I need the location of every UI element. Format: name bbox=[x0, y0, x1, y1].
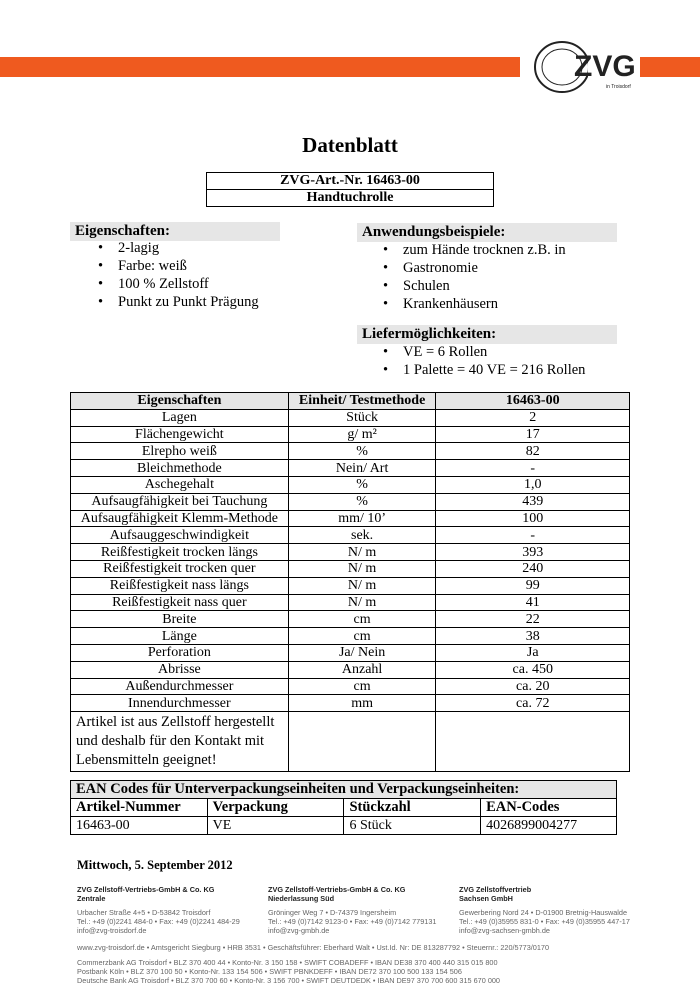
table-cell: % bbox=[288, 476, 436, 493]
table-cell: Elrepho weiß bbox=[71, 443, 289, 460]
footer-bank-line: Commerzbank AG Troisdorf • BLZ 370 400 44 • Konto-Nr. 3 150 158 • SWIFT COBADEFF • IBAN DE38 370 400 440 315 015 800 bbox=[77, 958, 498, 967]
table-cell: Reißfestigkeit trocken längs bbox=[71, 544, 289, 561]
table-cell: Innendurchmesser bbox=[71, 695, 289, 712]
footer-company-name: ZVG Zellstoff-Vertriebs-GmbH & Co. KG bbox=[77, 885, 215, 894]
table-cell: Breite bbox=[71, 611, 289, 628]
anwendung-heading: Anwendungsbeispiele: bbox=[357, 223, 617, 242]
ean-table bbox=[70, 780, 617, 835]
ean-heading-row bbox=[71, 781, 617, 799]
table-cell: 439 bbox=[436, 493, 630, 510]
footer-company-sub: Sachsen GmbH bbox=[459, 894, 513, 904]
logo-subtext: in Troisdorf bbox=[606, 84, 631, 90]
footer-address-sachsen bbox=[459, 885, 659, 935]
table-cell: Bleichmethode bbox=[71, 460, 289, 477]
table-row bbox=[71, 527, 630, 544]
table-cell: Aufsauggeschwindigkeit bbox=[71, 527, 289, 544]
table-header-row bbox=[71, 393, 630, 410]
properties-table bbox=[70, 392, 630, 772]
table-cell: 6 Stück bbox=[344, 817, 481, 835]
table-cell: - bbox=[436, 460, 630, 477]
table-row bbox=[71, 460, 630, 477]
header-orange-band-right bbox=[640, 57, 700, 77]
table-cell: - bbox=[436, 527, 630, 544]
page-title: Datenblatt bbox=[302, 133, 398, 157]
table-cell: Reißfestigkeit nass längs bbox=[71, 577, 289, 594]
column-header: Eigenschaften bbox=[71, 393, 289, 410]
table-cell: Aufsaugfähigkeit Klemm-Methode bbox=[71, 510, 289, 527]
footer-bank-line: Postbank Köln • BLZ 370 100 50 • Konto-Nr. 133 154 506 • SWIFT PBNKDEFF • IBAN DE72 370 100 500 133 154 506 bbox=[77, 967, 462, 976]
table-cell: 22 bbox=[436, 611, 630, 628]
table-cell: 393 bbox=[436, 544, 630, 561]
list-item: • 100 % Zellstoff bbox=[118, 275, 259, 293]
table-cell: mm bbox=[288, 695, 436, 712]
footer-address-sued bbox=[268, 885, 458, 935]
table-row bbox=[71, 678, 630, 695]
article-name: Handtuchrolle bbox=[207, 190, 494, 207]
table-cell: Aschegehalt bbox=[71, 476, 289, 493]
list-item: • Krankenhäusern bbox=[403, 295, 566, 313]
list-item: • 2-lagig bbox=[118, 239, 259, 257]
table-cell: N/ m bbox=[288, 594, 436, 611]
table-cell: sek. bbox=[288, 527, 436, 544]
column-header: 16463-00 bbox=[436, 393, 630, 410]
table-row bbox=[71, 817, 617, 835]
table-row bbox=[71, 628, 630, 645]
table-cell: g/ m² bbox=[288, 426, 436, 443]
table-row bbox=[71, 510, 630, 527]
table-cell: Außendurchmesser bbox=[71, 678, 289, 695]
footer-company-name: ZVG Zellstoff-Vertriebs-GmbH & Co. KG bbox=[268, 885, 406, 894]
table-row bbox=[71, 544, 630, 561]
table-cell: ca. 450 bbox=[436, 661, 630, 678]
column-header: Verpackung bbox=[207, 799, 344, 817]
header-orange-band bbox=[0, 57, 520, 77]
note-line: und deshalb für den Kontakt mit bbox=[76, 733, 265, 750]
footer-line[interactable]: info@zvg-troisdorf.de bbox=[77, 926, 147, 936]
table-row bbox=[71, 493, 630, 510]
table-cell: Länge bbox=[71, 628, 289, 645]
table-row bbox=[71, 661, 630, 678]
table-cell: Lagen bbox=[71, 409, 289, 426]
table-cell: cm bbox=[288, 628, 436, 645]
table-cell: ca. 20 bbox=[436, 678, 630, 695]
food-contact-note bbox=[71, 712, 289, 772]
table-cell: Ja bbox=[436, 644, 630, 661]
table-cell: N/ m bbox=[288, 577, 436, 594]
table-cell: VE bbox=[207, 817, 344, 835]
column-header: Einheit/ Testmethode bbox=[288, 393, 436, 410]
column-header: EAN-Codes bbox=[481, 799, 617, 817]
properties-table-body bbox=[71, 409, 630, 771]
table-cell: N/ m bbox=[288, 560, 436, 577]
table-cell: % bbox=[288, 493, 436, 510]
table-cell: cm bbox=[288, 678, 436, 695]
footer-line: Tel.: +49 (0)7142 9123-0 • Fax: +49 (0)7142 779131 bbox=[268, 916, 437, 926]
eigenschaften-list bbox=[118, 239, 259, 311]
table-cell: 82 bbox=[436, 443, 630, 460]
table-cell: Reißfestigkeit nass quer bbox=[71, 594, 289, 611]
column-header: Stückzahl bbox=[344, 799, 481, 817]
table-cell: cm bbox=[288, 611, 436, 628]
note-line: Artikel ist aus Zellstoff hergestellt bbox=[76, 714, 275, 731]
table-cell: % bbox=[288, 443, 436, 460]
table-row bbox=[71, 443, 630, 460]
article-box bbox=[206, 172, 494, 207]
table-cell: Reißfestigkeit trocken quer bbox=[71, 560, 289, 577]
table-row bbox=[71, 560, 630, 577]
footer-line: Urbacher Straße 4+5 • D-53842 Troisdorf bbox=[77, 907, 211, 917]
table-row-note bbox=[71, 712, 630, 772]
footer-company-name: ZVG Zellstoffvertrieb bbox=[459, 885, 532, 894]
table-cell: Flächengewicht bbox=[71, 426, 289, 443]
table-cell: 38 bbox=[436, 628, 630, 645]
ean-header-row bbox=[71, 799, 617, 817]
table-cell: 41 bbox=[436, 594, 630, 611]
document-date: Mittwoch, 5. September 2012 bbox=[77, 858, 233, 872]
footer-line: Tel.: +49 (0)35955 831-0 • Fax: +49 (0)35955 447-17 bbox=[459, 916, 630, 926]
article-number: ZVG-Art.-Nr. 16463-00 bbox=[207, 173, 494, 190]
table-cell: ca. 72 bbox=[436, 695, 630, 712]
liefer-heading: Liefermöglichkeiten: bbox=[357, 325, 617, 344]
table-row bbox=[71, 577, 630, 594]
list-item: • Schulen bbox=[403, 277, 566, 295]
note-line: Lebensmitteln geeignet! bbox=[76, 752, 217, 769]
table-cell: Abrisse bbox=[71, 661, 289, 678]
footer-line: Gröninger Weg 7 • D-74379 Ingersheim bbox=[268, 907, 397, 917]
list-item: • Punkt zu Punkt Prägung bbox=[118, 293, 259, 311]
list-item: • VE = 6 Rollen bbox=[403, 343, 585, 361]
footer-address-zentrale bbox=[77, 885, 267, 935]
table-row bbox=[71, 426, 630, 443]
table-cell: Nein/ Art bbox=[288, 460, 436, 477]
table-cell bbox=[288, 712, 436, 772]
table-cell: mm/ 10’ bbox=[288, 510, 436, 527]
footer-line[interactable]: info@zvg-gmbh.de bbox=[268, 926, 330, 936]
column-header: Artikel-Nummer bbox=[71, 799, 208, 817]
list-item: • 1 Palette = 40 VE = 216 Rollen bbox=[403, 361, 585, 379]
footer-company-sub: Zentrale bbox=[77, 894, 106, 904]
table-cell: 16463-00 bbox=[71, 817, 208, 835]
footer-legal: www.zvg-troisdorf.de • Amtsgericht Siegburg • HRB 3531 • Geschäftsführer: Eberhard Walt • Ust.Id. Nr: DE 813287792 • Steuernr.: 220/5773/0170 bbox=[77, 943, 550, 952]
logo-text: ZVG bbox=[574, 50, 636, 83]
table-cell: Ja/ Nein bbox=[288, 644, 436, 661]
table-cell: Stück bbox=[288, 409, 436, 426]
table-row bbox=[71, 644, 630, 661]
footer-line[interactable]: info@zvg-sachsen-gmbh.de bbox=[459, 926, 550, 936]
eigenschaften-heading: Eigenschaften: bbox=[70, 222, 280, 241]
table-cell: 100 bbox=[436, 510, 630, 527]
table-cell: 17 bbox=[436, 426, 630, 443]
footer-company-sub: Niederlassung Süd bbox=[268, 894, 335, 904]
table-cell: 4026899004277 bbox=[481, 817, 617, 835]
table-cell: 2 bbox=[436, 409, 630, 426]
anwendung-list bbox=[403, 241, 566, 313]
table-cell: 1,0 bbox=[436, 476, 630, 493]
table-row bbox=[71, 695, 630, 712]
list-item: • Farbe: weiß bbox=[118, 257, 259, 275]
table-row bbox=[71, 476, 630, 493]
table-cell: Perforation bbox=[71, 644, 289, 661]
table-row bbox=[71, 611, 630, 628]
table-cell: N/ m bbox=[288, 544, 436, 561]
table-row bbox=[71, 594, 630, 611]
zvg-logo bbox=[522, 36, 642, 98]
footer-bank-line: Deutsche Bank AG Troisdorf • BLZ 370 700 60 • Konto-Nr. 3 156 700 • SWIFT DEUTDEDK • IBAN DE97 370 700 600 315 670 000 bbox=[77, 976, 500, 985]
table-cell: Anzahl bbox=[288, 661, 436, 678]
list-item: • zum Hände trocknen z.B. in bbox=[403, 241, 566, 259]
footer-line: Tel.: +49 (0)2241 484-0 • Fax: +49 (0)2241 484-29 bbox=[77, 916, 240, 926]
table-cell: Aufsaugfähigkeit bei Tauchung bbox=[71, 493, 289, 510]
table-cell: 240 bbox=[436, 560, 630, 577]
table-row bbox=[71, 409, 630, 426]
ean-heading: EAN Codes für Unterverpackungseinheiten und Verpackungseinheiten: bbox=[71, 781, 617, 799]
footer-line: Gewerbering Nord 24 • D-01900 Bretnig-Hauswalde bbox=[459, 907, 628, 917]
table-cell: 99 bbox=[436, 577, 630, 594]
list-item: • Gastronomie bbox=[403, 259, 566, 277]
liefer-list bbox=[403, 343, 585, 379]
table-cell bbox=[436, 712, 630, 772]
